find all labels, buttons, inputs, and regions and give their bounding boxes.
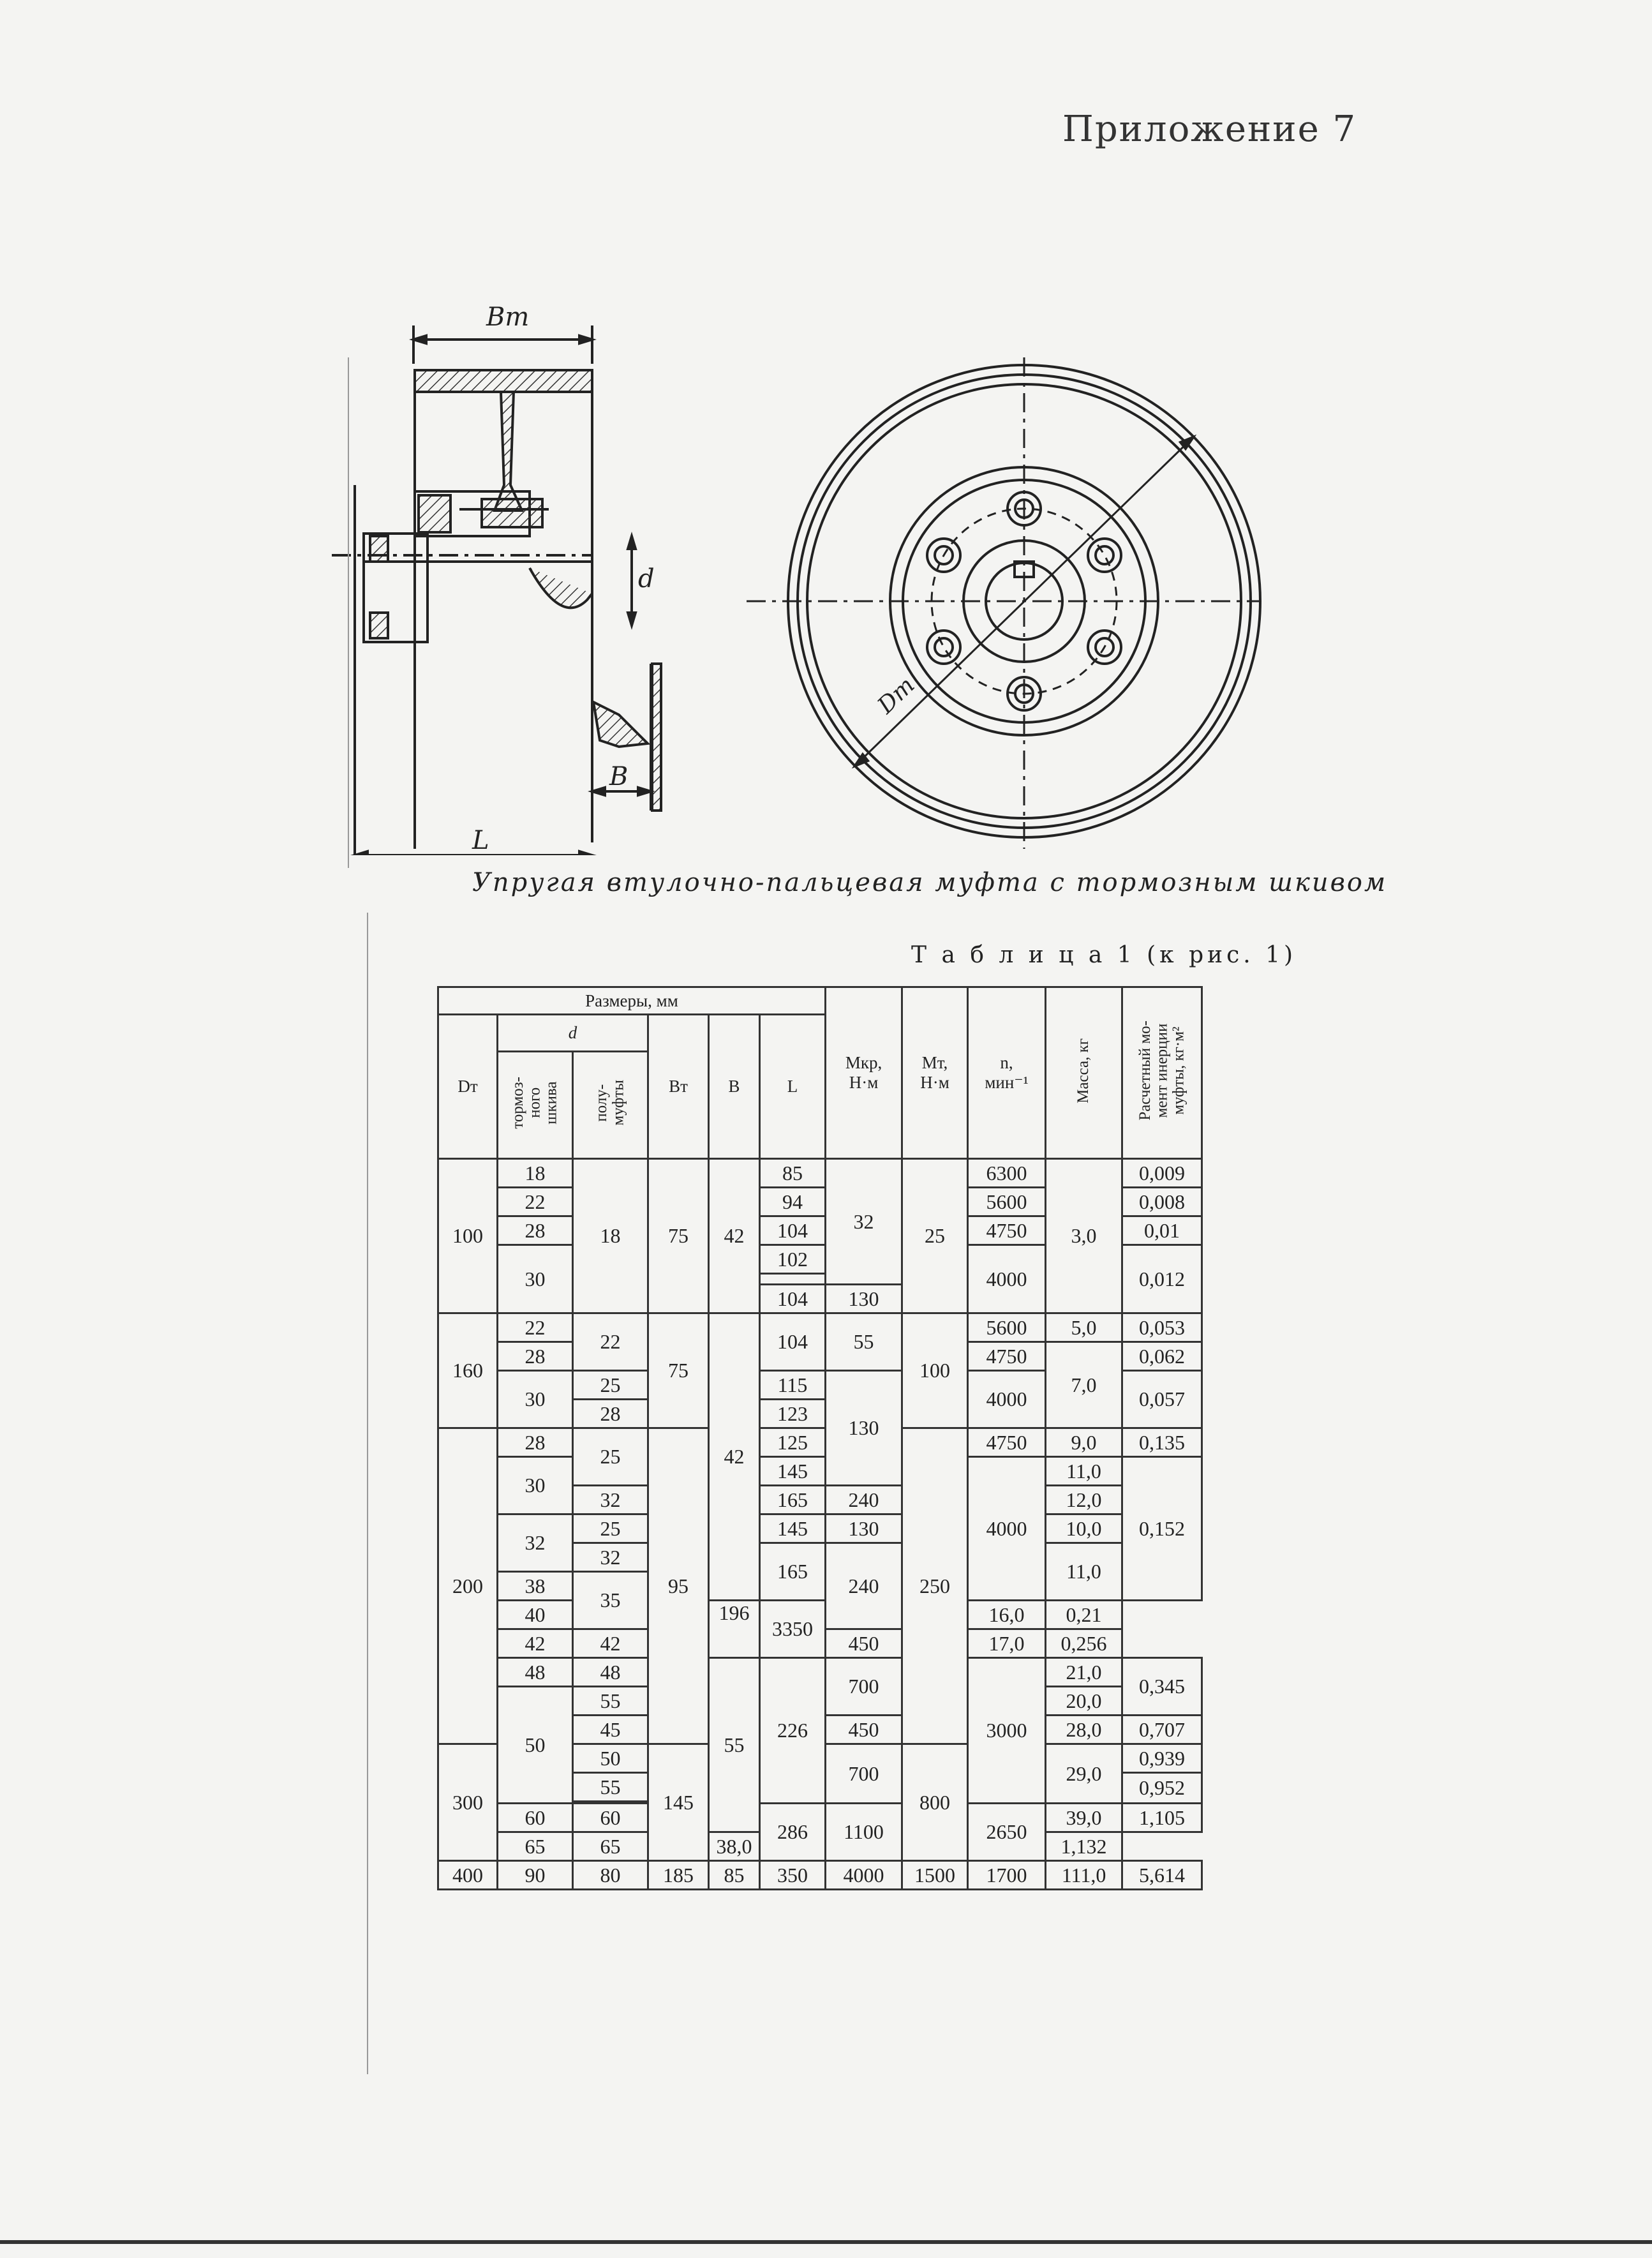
table-row: 65 xyxy=(438,1832,1204,1861)
coupling-drawing xyxy=(319,294,1289,855)
scan-margin-line xyxy=(348,357,349,868)
table-row: 160 22 22 75 42 104 55 100 5600 5,0 0,053 xyxy=(438,1313,1204,1342)
front-view xyxy=(747,357,1260,849)
table-row: 104 130 xyxy=(438,1285,1204,1313)
table-row: 28 104 4750 0,01 xyxy=(438,1216,1204,1245)
header-mass: Масса, кг xyxy=(1046,987,1122,1159)
table-row: 22 94 5600 0,008 xyxy=(438,1188,1204,1216)
header-bt: Bт xyxy=(648,1015,709,1159)
label-b: B xyxy=(609,762,629,791)
table-row: 200 28 25 95 125 250 4750 9,0 0,135 xyxy=(438,1428,1204,1457)
header-mt: Mт, Н·м xyxy=(902,987,968,1159)
table-row: 60 60 286 1100 2650 39,0 1,105 xyxy=(438,1804,1204,1832)
header-b: B xyxy=(709,1015,760,1159)
table-row: 55 0,952 xyxy=(438,1773,1204,1802)
scan-margin-line xyxy=(367,913,368,2074)
table-row: 400 90 80 185 85 350 4000 1500 1700 111,0 5,614 xyxy=(438,1861,1204,1890)
table-row: 300 50 145 700 800 29,0 0,939 xyxy=(438,1744,1204,1773)
specification-table: Размеры, мм Mкр, Н·м Mт, Н·м n, мин⁻¹ Масса, кг Расчетный мо- мент инерции муфты, кг·м² Dт d Bт B L тормоз- ного шкива полу- муфты 100 18 18 75 42 85 32 25 6300 3,0 0,009 22 94 5600 0,008 28 104 4750 0,01 30 102 4000 0,012 104 130 160 22 22 75 42 104 55 100 5600 5,0 0,053 28 4750 7,0 0,062 30 25 115 130 4000 0,057 28 123 200 28 25 95 125 250 4750 9,0 0,135 30 145 4000 11,0 0,152 32 165 240 12,0 32 25 145 130 10,0 32 165 240 11,0 38 35 40 196 3350 16,0 0,21 42 42 450 17,0 0,256 48 48 55 226 700 3000 21,0 0,345 50 55 20,0 45 450 28,0 0,707 300 50 145 700 800 29,0 0,939 55 0,952 60 60 286 1100 2650 39,0 1,105 65 38,0 1,132 65 400 90 80 185 85 350 4000 1500 1700 111,0 5,614 xyxy=(437,986,1205,1890)
figure-caption: Упругая втулочно-пальцевая муфта с тормозным шкивом xyxy=(472,868,1388,897)
header-d-polu: полу- муфты xyxy=(573,1052,648,1159)
label-l: L xyxy=(472,826,489,855)
appendix-title: Приложение 7 xyxy=(1062,108,1357,150)
table-row: 32 165 240 12,0 xyxy=(438,1486,1204,1514)
header-inertia: Расчетный мо- мент инерции муфты, кг·м² xyxy=(1122,987,1202,1159)
table-row: 32 25 145 130 10,0 xyxy=(438,1514,1204,1543)
table-row: 45 450 28,0 0,707 xyxy=(438,1716,1204,1744)
table-row: 40 196 3350 16,0 0,21 xyxy=(438,1601,1204,1629)
table-row: 48 48 55 226 700 3000 21,0 0,345 xyxy=(438,1658,1204,1687)
table-row: 50 55 20,0 xyxy=(438,1687,1204,1716)
header-row-1 xyxy=(438,987,1204,1015)
table-row: 28 4750 7,0 0,062 xyxy=(438,1342,1204,1371)
header-dt: Dт xyxy=(438,1015,498,1159)
table-row: 32 165 240 11,0 xyxy=(438,1543,1204,1572)
table-caption: Т а б л и ц а 1 (к рис. 1) xyxy=(911,942,1297,968)
header-sizes: Размеры, мм xyxy=(438,987,826,1015)
table-row: 100 18 18 75 42 85 32 25 6300 3,0 0,009 xyxy=(438,1159,1204,1188)
header-d-tormoz: тормоз- ного шкива xyxy=(498,1052,573,1159)
header-l: L xyxy=(760,1015,826,1159)
table-row: 30 25 115 130 4000 0,057 xyxy=(438,1371,1204,1400)
table-row: 30 102 4000 0,012 xyxy=(438,1245,1204,1274)
label-bt: Bт xyxy=(486,303,530,332)
header-d: d xyxy=(498,1015,648,1052)
label-dt: Dт xyxy=(872,672,920,719)
header-mkr: Mкр, Н·м xyxy=(826,987,902,1159)
table-row: 38 35 xyxy=(438,1572,1204,1601)
table-row: 30 145 4000 11,0 0,152 xyxy=(438,1457,1204,1486)
header-n: n, мин⁻¹ xyxy=(968,987,1046,1159)
scan-bottom-edge xyxy=(0,2240,1652,2244)
table-row: 42 42 450 17,0 0,256 xyxy=(438,1629,1204,1658)
label-d: d xyxy=(638,564,655,594)
